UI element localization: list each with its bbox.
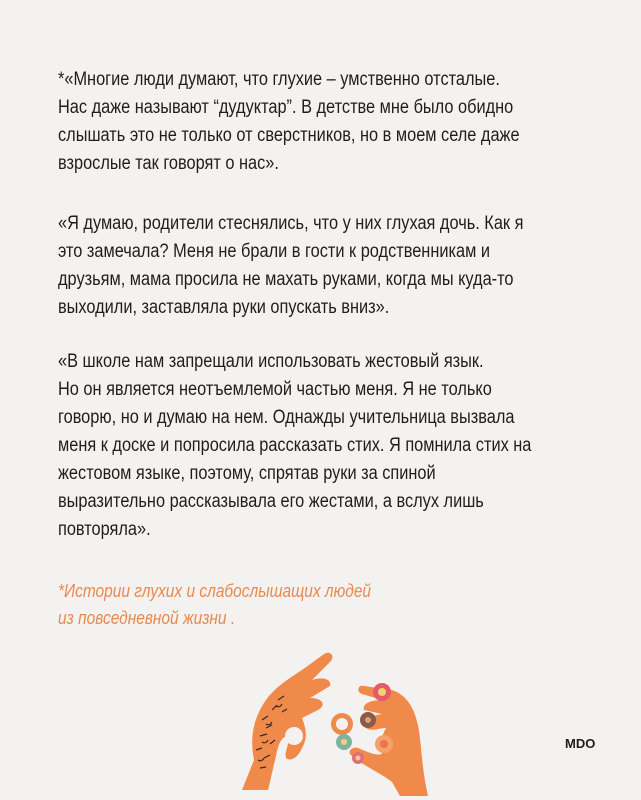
brand-logo bbox=[565, 735, 601, 751]
logo-text: MDO bbox=[565, 736, 596, 751]
quote-1: *«Многие люди думают, что глухие – умственно отсталые. Нас даже называют “дудуктар”. В детстве мне было обидно слышать это не только от сверстников, но в моем селе даже взрослые так говорят о нас». bbox=[58, 69, 520, 174]
quote-2: «Я думаю, родители стеснялись, что у них глухая дочь. Как я это замечала? Меня не брали в гости к родственникам и друзьям, мама просила не махать руками, когда мы куда-то выходили, заставляла руки опускать вниз». bbox=[58, 213, 524, 318]
quote-3: «В школе нам запрещали использовать жестовый язык. Но он является неотъемлемой частью меня. Я не только говорю, но и думаю на нем. Однажды учительница вызвала меня к доске и попросила рассказать стих. Я помнила стих на жестовом языке, поэтому, спрятав руки за спиной выразительно рассказывала его жестами, а вслух лишь повторяла». bbox=[58, 351, 532, 540]
footnote-caption: *Истории глухих и слабослышащих людей из повседневной жизни . bbox=[58, 581, 372, 628]
sign-language-hands-icon bbox=[232, 640, 432, 800]
left-hand-icon bbox=[242, 653, 332, 790]
